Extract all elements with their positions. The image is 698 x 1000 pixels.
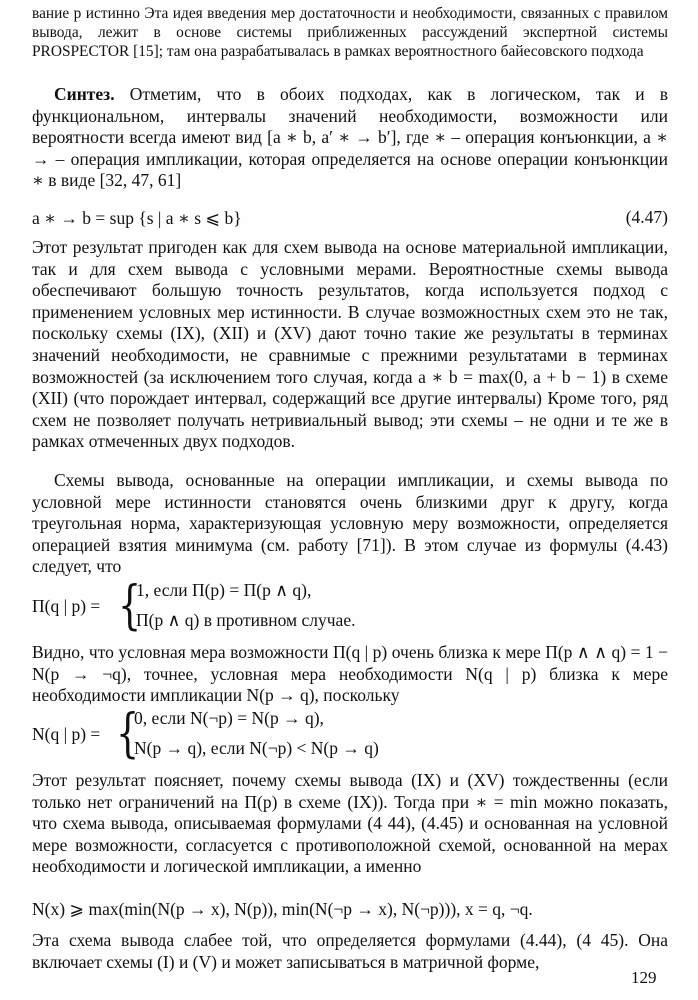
formula-4-47: a ∗ → b = sup {s | a ∗ s ⩽ b} bbox=[32, 208, 242, 228]
n-lhs: N(q | p) = bbox=[32, 724, 101, 744]
paragraph-3: Схемы вывода, основанные на операции импликации, и схемы вывода по условной мере истинности становятся очень близкими друг к другу, когда треугольная норма, характеризующая условную меру возможности, определяется операцией взятия минимума (см. работу [71]). В этом случае из формулы (4.43) следует, что bbox=[32, 470, 668, 577]
paragraph-top: вание р истинно Эта идея введения мер достаточности и необходимости, связанных с правилом вывода, лежит в основе системы приближенных рассуждений экспертной системы PROSPECTOR [15]; там она разрабатывалась в рамках вероятностного байесовского подхода bbox=[32, 5, 668, 60]
paragraph-2: Этот результат пригоден как для схем вывода на основе материальной импликации, так и для схем вывода с условными мерами. Вероятностные схемы вывода обеспечивают большую точность результатов, когда используется подход с применением условных мер истинности. В случае возможностных схем это не так, поскольку схемы (IX), (XII) и (XV) дают точно такие же результаты в терминах значений необходимости, не сравнимые с прежними результатами в терминах возможностей (за исключением того случая, когда a ∗ b = max(0, a + b − 1) в схеме (XII) (что порождает интервал, содержащий все другие интервалы) Кроме того, ряд схем не позволяет получать нетривиальный вывод; эти схемы – не одни и те же в рамках отмеченных двух подходов. bbox=[32, 237, 668, 452]
page-number: 129 bbox=[631, 968, 657, 987]
left-brace-glyph: { bbox=[116, 704, 140, 764]
synthesis-body: Отметим, что в обоих подходах, как в логическом, так и в функциональном, интервалы значений необходимости, возможности или вероятности всегда имеют вид [a ∗ b, a′ ∗ → b′], где ∗ – операция конъюнкции, a ∗ → – операция импликации, которая определяется на основе операции конъюнкции ∗ в виде [32, 47, 61] bbox=[32, 84, 668, 191]
n-case-2: N(p → q), если N(¬p) < N(p → q) bbox=[134, 738, 379, 758]
left-brace-glyph: { bbox=[118, 576, 142, 636]
pi-lhs: Π(q | p) = bbox=[32, 596, 101, 616]
paragraph-4: Видно, что условная мера возможности Π(q | p) очень близка к мере Π(p ∧ ∧ q) = 1 − N(p → ¬q), точнее, условная мера необходимости N(q | p) близка к мере необходимости импликации N(p → q), поскольку bbox=[32, 642, 668, 706]
paragraph-synthesis bbox=[32, 84, 668, 192]
equation-number-4-47: (4.47) bbox=[625, 207, 668, 227]
n-case-1: 0, если N(¬p) = N(p → q), bbox=[134, 708, 324, 728]
paragraph-5: Этот результат поясняет, почему схемы вывода (IX) и (XV) тождественны (если только нет ограничений на Π(p) в схеме (IX)). Тогда при ∗ = min можно показать, что схема вывода, описываемая формулами (4 44), (4.45) и основанная на условной мере возможности, согласуется с противоположной схемой, основанной на мерах необходимости и логической импликации, а именно bbox=[32, 770, 668, 877]
paragraph-6: Эта схема вывода слабее той, что определяется формулами (4.44), (4 45). Она включает схемы (I) и (V) и может записываться в матричной форме, bbox=[32, 930, 668, 972]
pi-case-2: Π(p ∧ q) в противном случае. bbox=[136, 610, 356, 630]
pi-case-1: 1, если Π(p) = Π(p ∧ q), bbox=[136, 580, 312, 600]
formula-nx: N(x) ⩾ max(min(N(p → x), N(p)), min(N(¬p → x), N(¬p))), x = q, ¬q. bbox=[32, 899, 533, 919]
synthesis-label: Синтез. bbox=[54, 84, 115, 104]
